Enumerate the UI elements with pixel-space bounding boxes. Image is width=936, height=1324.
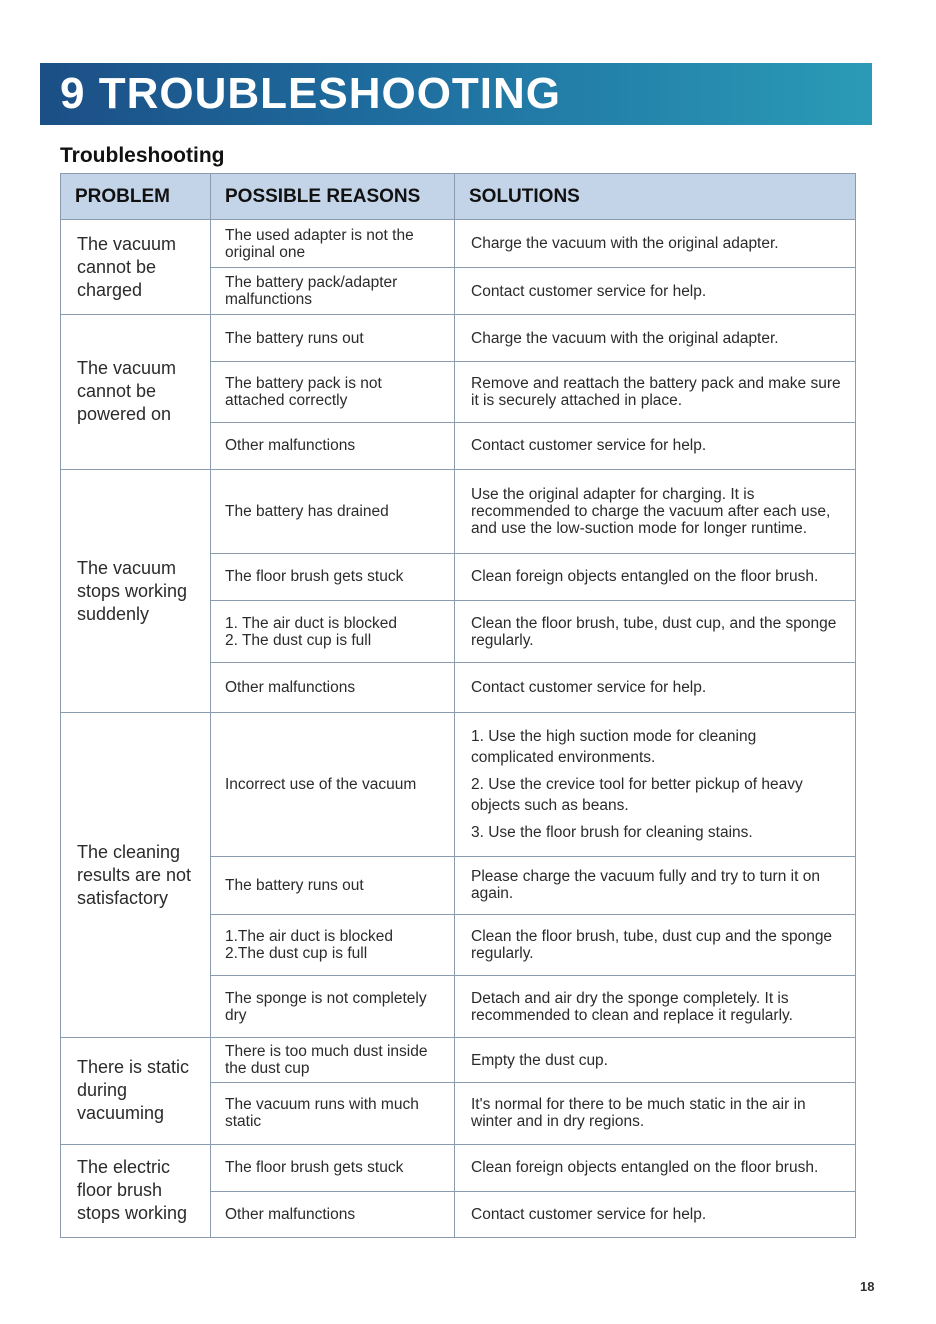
column-header-solutions: SOLUTIONS — [455, 174, 856, 220]
problem-cell: The vacuum stops working suddenly — [61, 469, 211, 713]
reason-cell: The battery runs out — [211, 856, 455, 914]
solution-cell: Remove and reattach the battery pack and make sure it is securely attached in place. — [455, 362, 856, 422]
solution-cell: Use the original adapter for charging. It is recommended to charge the vacuum after each use, and use the low-suction mode for longer runtime. — [455, 469, 856, 553]
table-row — [61, 1038, 856, 1083]
solution-cell: Clean the floor brush, tube, dust cup, and the sponge regularly. — [455, 601, 856, 663]
solution-cell: Detach and air dry the sponge completely. It is recommended to clean and replace it regularly. — [455, 976, 856, 1038]
solution-cell: Empty the dust cup. — [455, 1038, 856, 1083]
reason-cell: The battery pack/adapter malfunctions — [211, 268, 455, 315]
table-row — [61, 469, 856, 553]
reason-cell: Incorrect use of the vacuum — [211, 713, 455, 856]
solution-cell: Clean foreign objects entangled on the floor brush. — [455, 1144, 856, 1191]
solution-cell: It's normal for there to be much static in the air in winter and in dry regions. — [455, 1083, 856, 1144]
solution-cell: Contact customer service for help. — [455, 422, 856, 469]
reason-cell: Other malfunctions — [211, 663, 455, 713]
solution-cell — [455, 713, 856, 856]
problem-cell: There is static during vacuuming — [61, 1038, 211, 1144]
problem-cell: The vacuum cannot be powered on — [61, 315, 211, 469]
solution-cell: Please charge the vacuum fully and try to turn it on again. — [455, 856, 856, 914]
column-header-reasons: POSSIBLE REASONS — [211, 174, 455, 220]
solution-cell: Charge the vacuum with the original adapter. — [455, 220, 856, 268]
solution-line: 2. Use the crevice tool for better pickup of heavy objects such as beans. — [471, 776, 803, 815]
solution-cell: Contact customer service for help. — [455, 663, 856, 713]
reason-cell: The floor brush gets stuck — [211, 553, 455, 600]
solution-line: 1. Use the high suction mode for cleaning complicated environments. — [471, 728, 757, 767]
troubleshooting-table — [60, 173, 856, 1238]
page-number: 18 — [860, 1279, 875, 1294]
solution-cell: Clean foreign objects entangled on the floor brush. — [455, 553, 856, 600]
reason-cell — [211, 601, 455, 663]
reason-cell: The battery has drained — [211, 469, 455, 553]
table-header-row — [61, 174, 856, 220]
reason-cell: The floor brush gets stuck — [211, 1144, 455, 1191]
solution-cell: Contact customer service for help. — [455, 1191, 856, 1237]
reason-line: 2. The dust cup is full — [225, 631, 372, 649]
table-row — [61, 1144, 856, 1191]
solution-cell: Contact customer service for help. — [455, 268, 856, 315]
problem-cell: The electric floor brush stops working — [61, 1144, 211, 1237]
solution-line: 3. Use the floor brush for cleaning stains. — [471, 824, 753, 842]
reason-line: 1.The air duct is blocked — [225, 928, 394, 946]
reason-cell: There is too much dust inside the dust cup — [211, 1038, 455, 1083]
table-row — [61, 713, 856, 856]
problem-cell: The vacuum cannot be charged — [61, 220, 211, 315]
table-row — [61, 315, 856, 362]
reason-line: 1. The air duct is blocked — [225, 614, 398, 632]
solution-cell: Charge the vacuum with the original adapter. — [455, 315, 856, 362]
reason-cell: The sponge is not completely dry — [211, 976, 455, 1038]
reason-cell: The battery pack is not attached correctly — [211, 362, 455, 422]
reason-cell — [211, 914, 455, 975]
problem-cell: The cleaning results are not satisfactory — [61, 713, 211, 1038]
solution-cell: Clean the floor brush, tube, dust cup and the sponge regularly. — [455, 914, 856, 975]
reason-cell: Other malfunctions — [211, 422, 455, 469]
chapter-title: 9 TROUBLESHOOTING — [60, 69, 562, 118]
reason-cell: The battery runs out — [211, 315, 455, 362]
section-title: Troubleshooting — [60, 144, 225, 167]
reason-cell: The vacuum runs with much static — [211, 1083, 455, 1144]
column-header-problem: PROBLEM — [61, 174, 211, 220]
reason-cell: The used adapter is not the original one — [211, 220, 455, 268]
reason-cell: Other malfunctions — [211, 1191, 455, 1237]
table-row — [61, 220, 856, 268]
chapter-banner — [40, 63, 872, 125]
reason-line: 2.The dust cup is full — [225, 945, 368, 963]
